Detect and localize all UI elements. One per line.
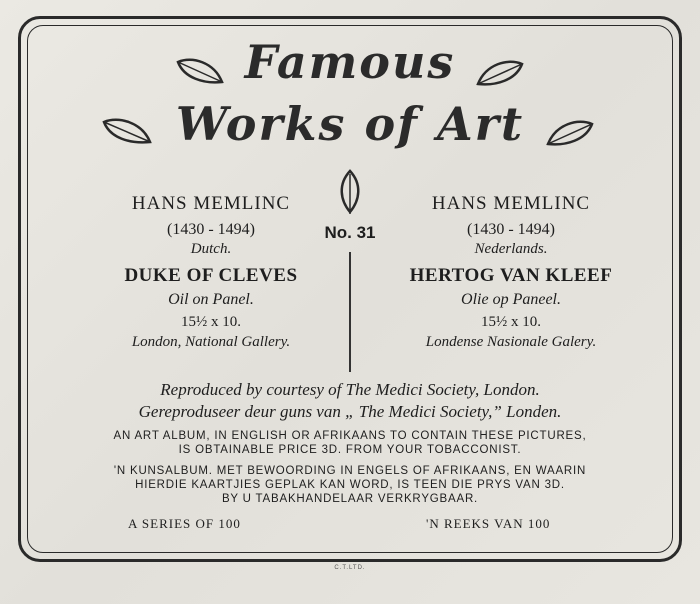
afrikaans-details — [386, 192, 636, 352]
english-details — [86, 192, 336, 352]
artist-dates: (1430 - 1494) — [467, 221, 555, 238]
work-title: DUKE OF CLEVES — [124, 265, 298, 286]
work-title: HERTOG VAN KLEEF — [409, 265, 613, 286]
album-notice-afrikaans: BY U TABAKHANDELAAR VERKRYGBAAR. — [221, 493, 479, 505]
work-size: 15½ x 10. — [481, 314, 541, 330]
work-size: 15½ x 10. — [181, 314, 241, 330]
series-english: A SERIES OF 100 — [128, 516, 241, 531]
album-notice-english: AN ART ALBUM, IN ENGLISH OR AFRIKAANS TO CONTAIN THESE PICTURES, — [113, 430, 587, 442]
series-afrikaans: 'N REEKS VAN 100 — [426, 516, 551, 531]
center-leaf-icon — [336, 168, 364, 216]
credit-afrikaans: Gereproduseer deur guns van „ The Medici Society,” Londen. — [138, 402, 562, 421]
title-line-2: Works of Art — [175, 97, 525, 151]
album-notice-english: IS OBTAINABLE PRICE 3D. FROM YOUR TOBACCONIST. — [178, 444, 522, 456]
credit-english: Reproduced by courtesy of The Medici Society, London. — [160, 380, 540, 399]
artist-name: HANS MEMLINC — [431, 193, 591, 214]
artist-dates: (1430 - 1494) — [167, 221, 255, 238]
card-number: No. 31 — [324, 223, 376, 242]
artist-name: HANS MEMLINC — [131, 193, 291, 214]
album-notice-afrikaans: 'N KUNSALBUM. MET BEWOORDING IN ENGELS OF AFRIKAANS, EN WAARIN — [113, 465, 587, 477]
artist-nationality: Nederlands. — [474, 241, 548, 257]
work-medium: Olie op Paneel. — [461, 291, 561, 308]
center-divider — [349, 252, 351, 372]
maker-mark: C.T.LTD. — [334, 565, 366, 571]
album-notice-afrikaans: HIERDIE KAARTJIES GEPLAK KAN WORD, IS TEEN DIE PRYS VAN 3D. — [135, 479, 565, 491]
work-medium: Oil on Panel. — [168, 291, 254, 308]
title-line-1: Famous — [244, 35, 456, 89]
work-gallery: Londense Nasionale Galery. — [425, 334, 597, 350]
artist-nationality: Dutch. — [190, 241, 232, 257]
work-gallery: London, National Gallery. — [131, 334, 291, 350]
